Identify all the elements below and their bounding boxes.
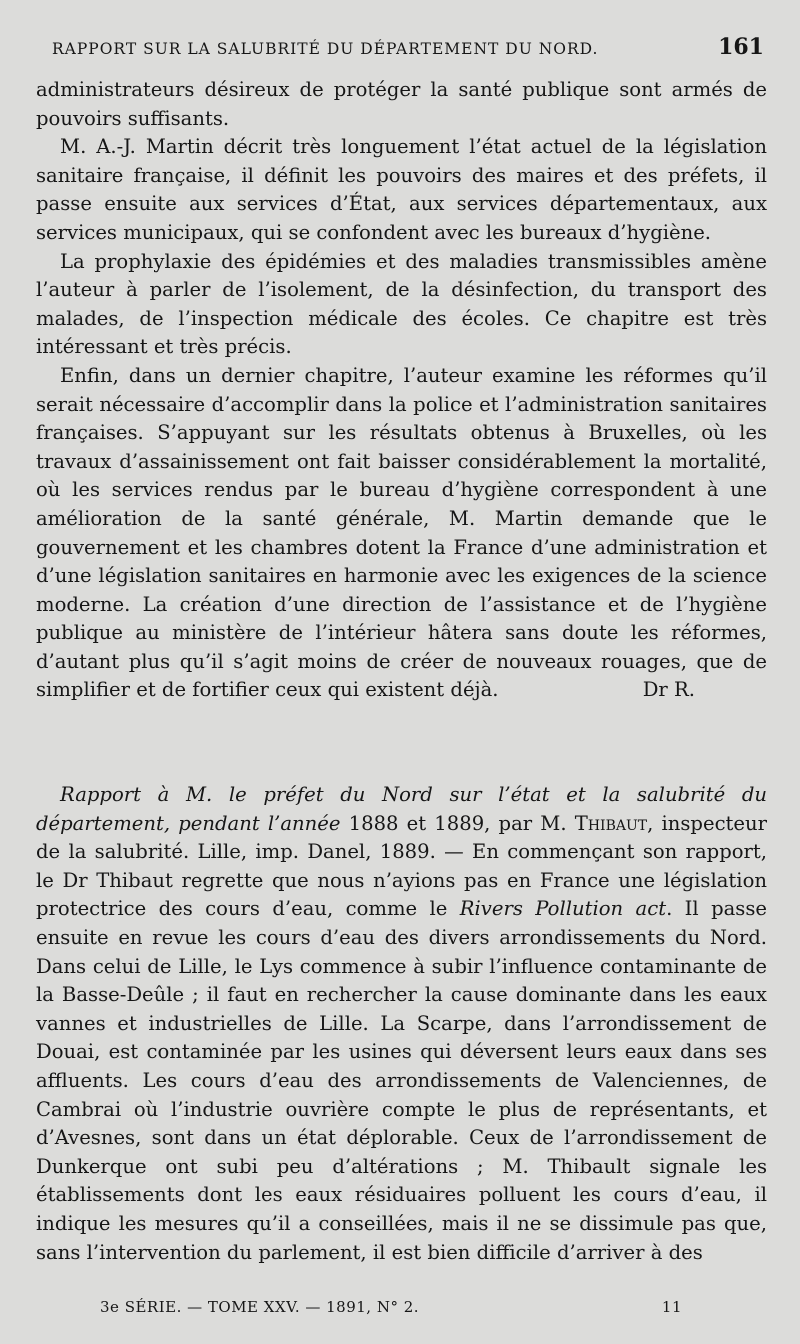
paragraph-reforms xyxy=(36,362,767,705)
report-text-tail: . Il passe ensuite en revue les cours d’eau des divers arrondissements du Nord. Dans celui de Lille, le Lys commence à subir l’influence contaminante de la Basse-Deûle ; il faut en rechercher la cause dominante dans les eaux vannes et industrielles de Lille. La Scarpe, dans l’arrondissement de Douai, est contaminée par les usines qui déversent leurs eaux dans ses affluents. Les cours d’eau des arrondissements de Valenciennes, de Cambrai où l’industrie ouvrière compte le plus de représentants, et d’Avesnes, sont dans un état déplorable. Ceux de l’arrondissement de Dunkerque ont subi peu d’altérations ; M. Thibault signale les établissements dont les eaux résiduaires polluent les cours d’eau, il indique les mesures qu’il a conseillées, mais il ne se dissimule pas que, sans l’intervention du parlement, il est bien difficile d’arriver à des xyxy=(36,897,767,1264)
paragraph-continuation: administrateurs désireux de protéger la santé publique sont armés de pouvoirs suffisants. xyxy=(36,78,767,130)
report-years: 1888 et 1889, par M. xyxy=(340,811,575,835)
series-info: 3e SÉRIE. — TOME XXV. — 1891, N° 2. xyxy=(100,1298,420,1316)
paragraph-prophylaxis: La prophylaxie des épidémies et des maladies transmissibles amène l’auteur à parler de l’isolement, de la désinfection, du transport des malades, de l’inspection médicale des écoles. Ce chapitre est très intéressant et très précis. xyxy=(36,249,767,359)
paragraph-reforms-text: Enfin, dans un dernier chapitre, l’auteur examine les réformes qu’il serait nécessaire d’accomplir dans la police et l’administration sanitaires françaises. S’appuyant sur les résultats obtenus à Bruxelles, où les travaux d’assainissement ont fait baisser considérablement la mortalité, où les services rendus par le bureau d’hygiène correspondent à une amélioration de la santé générale, M. Martin demande que le gouvernement et les chambres dotent la France d’une administration et d’une législation sanitaires en harmonie avec les exigences de la science moderne. La création d’une direction de l’assistance et de l’hygiène publique au ministère de l’intérieur hâtera sans doute les réformes, d’autant plus qu’il s’agit moins de créer de nouveaux rouages, que de simplifier et de fortifier ceux qui existent déjà. xyxy=(36,363,767,702)
review-thibaut xyxy=(36,781,767,1267)
report-title: Rapport à M. le préfet du Nord sur l’état et la salubrité du département, pendant l’année xyxy=(36,783,767,835)
rivers-act: Rivers Pollution act xyxy=(459,897,667,921)
paragraph-legislation: M. A.-J. Martin décrit très longuement l’état actuel de la législation sanitaire française, il définit les pouvoirs des maires et des préfets, il passe ensuite aux services d’État, aux services départementaux, aux services municipaux, qui se confondent avec les bureaux d’hygiène. xyxy=(36,135,767,244)
report-text: , inspecteur de la salubrité. Lille, imp. Danel, 1889. — En commençant son rapport, le Dr Thibaut regrette que nous n’ayions pas en France une législation protectrice des cours d’eau, comme le xyxy=(36,811,768,921)
page-footer xyxy=(100,1298,682,1316)
paragraph-thibaut xyxy=(36,781,767,1267)
page-number: 161 xyxy=(718,34,764,60)
review-signature: Dr R. xyxy=(642,678,695,702)
report-author: Thibaut xyxy=(574,811,648,835)
page-header xyxy=(52,34,764,60)
review-martin xyxy=(36,76,767,705)
signature-mark: 11 xyxy=(661,1298,682,1316)
running-head: RAPPORT SUR LA SALUBRITÉ DU DÉPARTEMENT DU NORD. xyxy=(52,40,599,58)
